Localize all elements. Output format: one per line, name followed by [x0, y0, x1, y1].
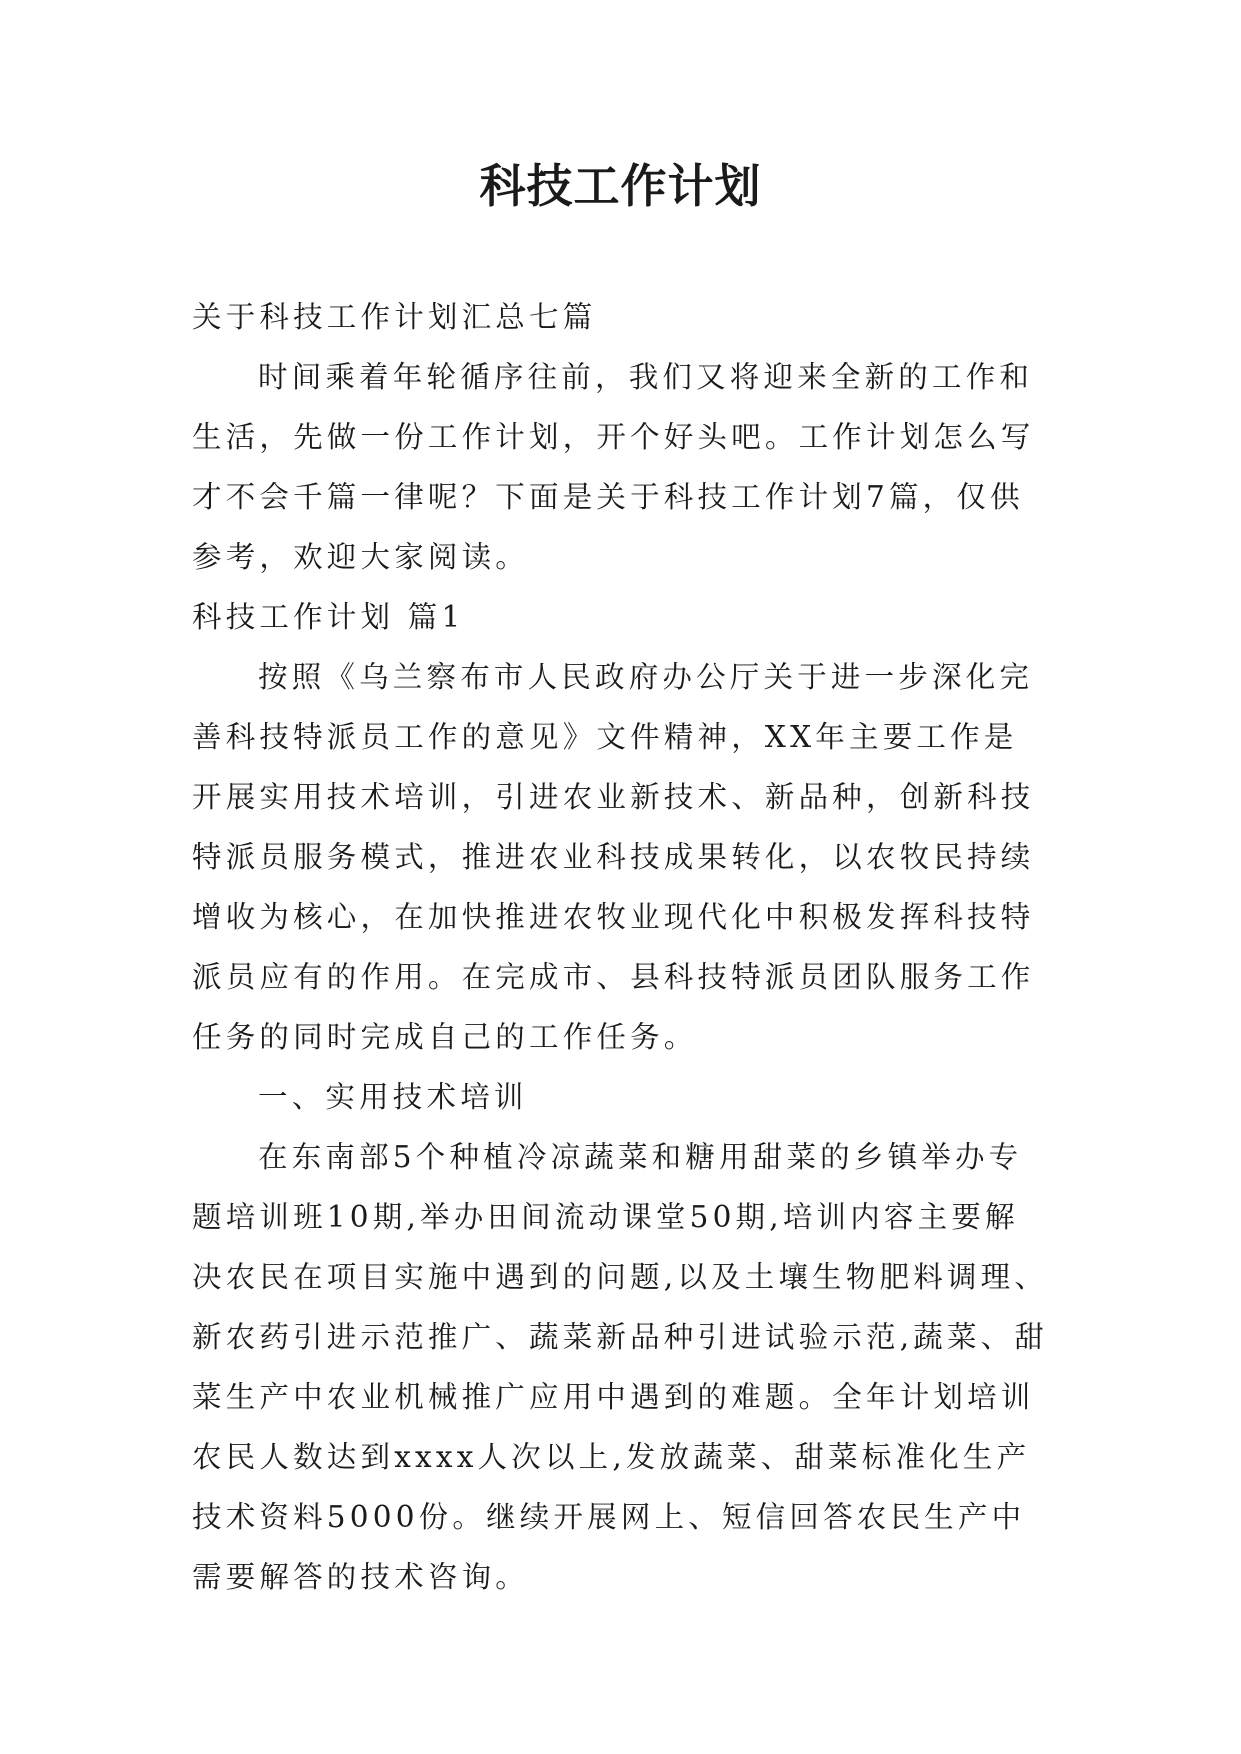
document-subtitle: 关于科技工作计划汇总七篇	[192, 300, 597, 334]
sub-heading: 一、实用技术培训	[258, 1080, 528, 1114]
body-paragraph-2: 在东南部5个种植冷凉蔬菜和糖用甜菜的乡镇举办专题培训班10期,举办田间流动课堂50期,培训内容主要解决农民在项目实施中遇到的问题,以及土壤生物肥料调理、新农药引进示范推广、蔬菜新品种引进试验示范,蔬菜、甜菜生产中农业机械推广应用中遇到的难题。全年计划培训农民人数达到xxxx人次以上,发放蔬菜、甜菜标准化生产技术资料5000份。继续开展网上、短信回答农民生产中需要解答的技术咨询。	[192, 1140, 1049, 1594]
document-body	[192, 287, 1050, 1607]
document-title: 科技工作计划	[479, 159, 762, 213]
section-heading: 科技工作计划 篇1	[192, 600, 465, 634]
body-paragraph-1: 按照《乌兰察布市人民政府办公厅关于进一步深化完善科技特派员工作的意见》文件精神，XX年主要工作是开展实用技术培训，引进农业新技术、新品种，创新科技特派员服务模式，推进农业科技成果转化，以农牧民持续增收为核心，在加快推进农牧业现代化中积极发挥科技特派员应有的作用。在完成市、县科技特派员团队服务工作任务的同时完成自己的工作任务。	[192, 660, 1035, 1054]
intro-paragraph: 时间乘着年轮循序往前，我们又将迎来全新的工作和生活，先做一份工作计划，开个好头吧。工作计划怎么写才不会千篇一律呢？下面是关于科技工作计划7篇，仅供参考，欢迎大家阅读。	[192, 360, 1035, 574]
